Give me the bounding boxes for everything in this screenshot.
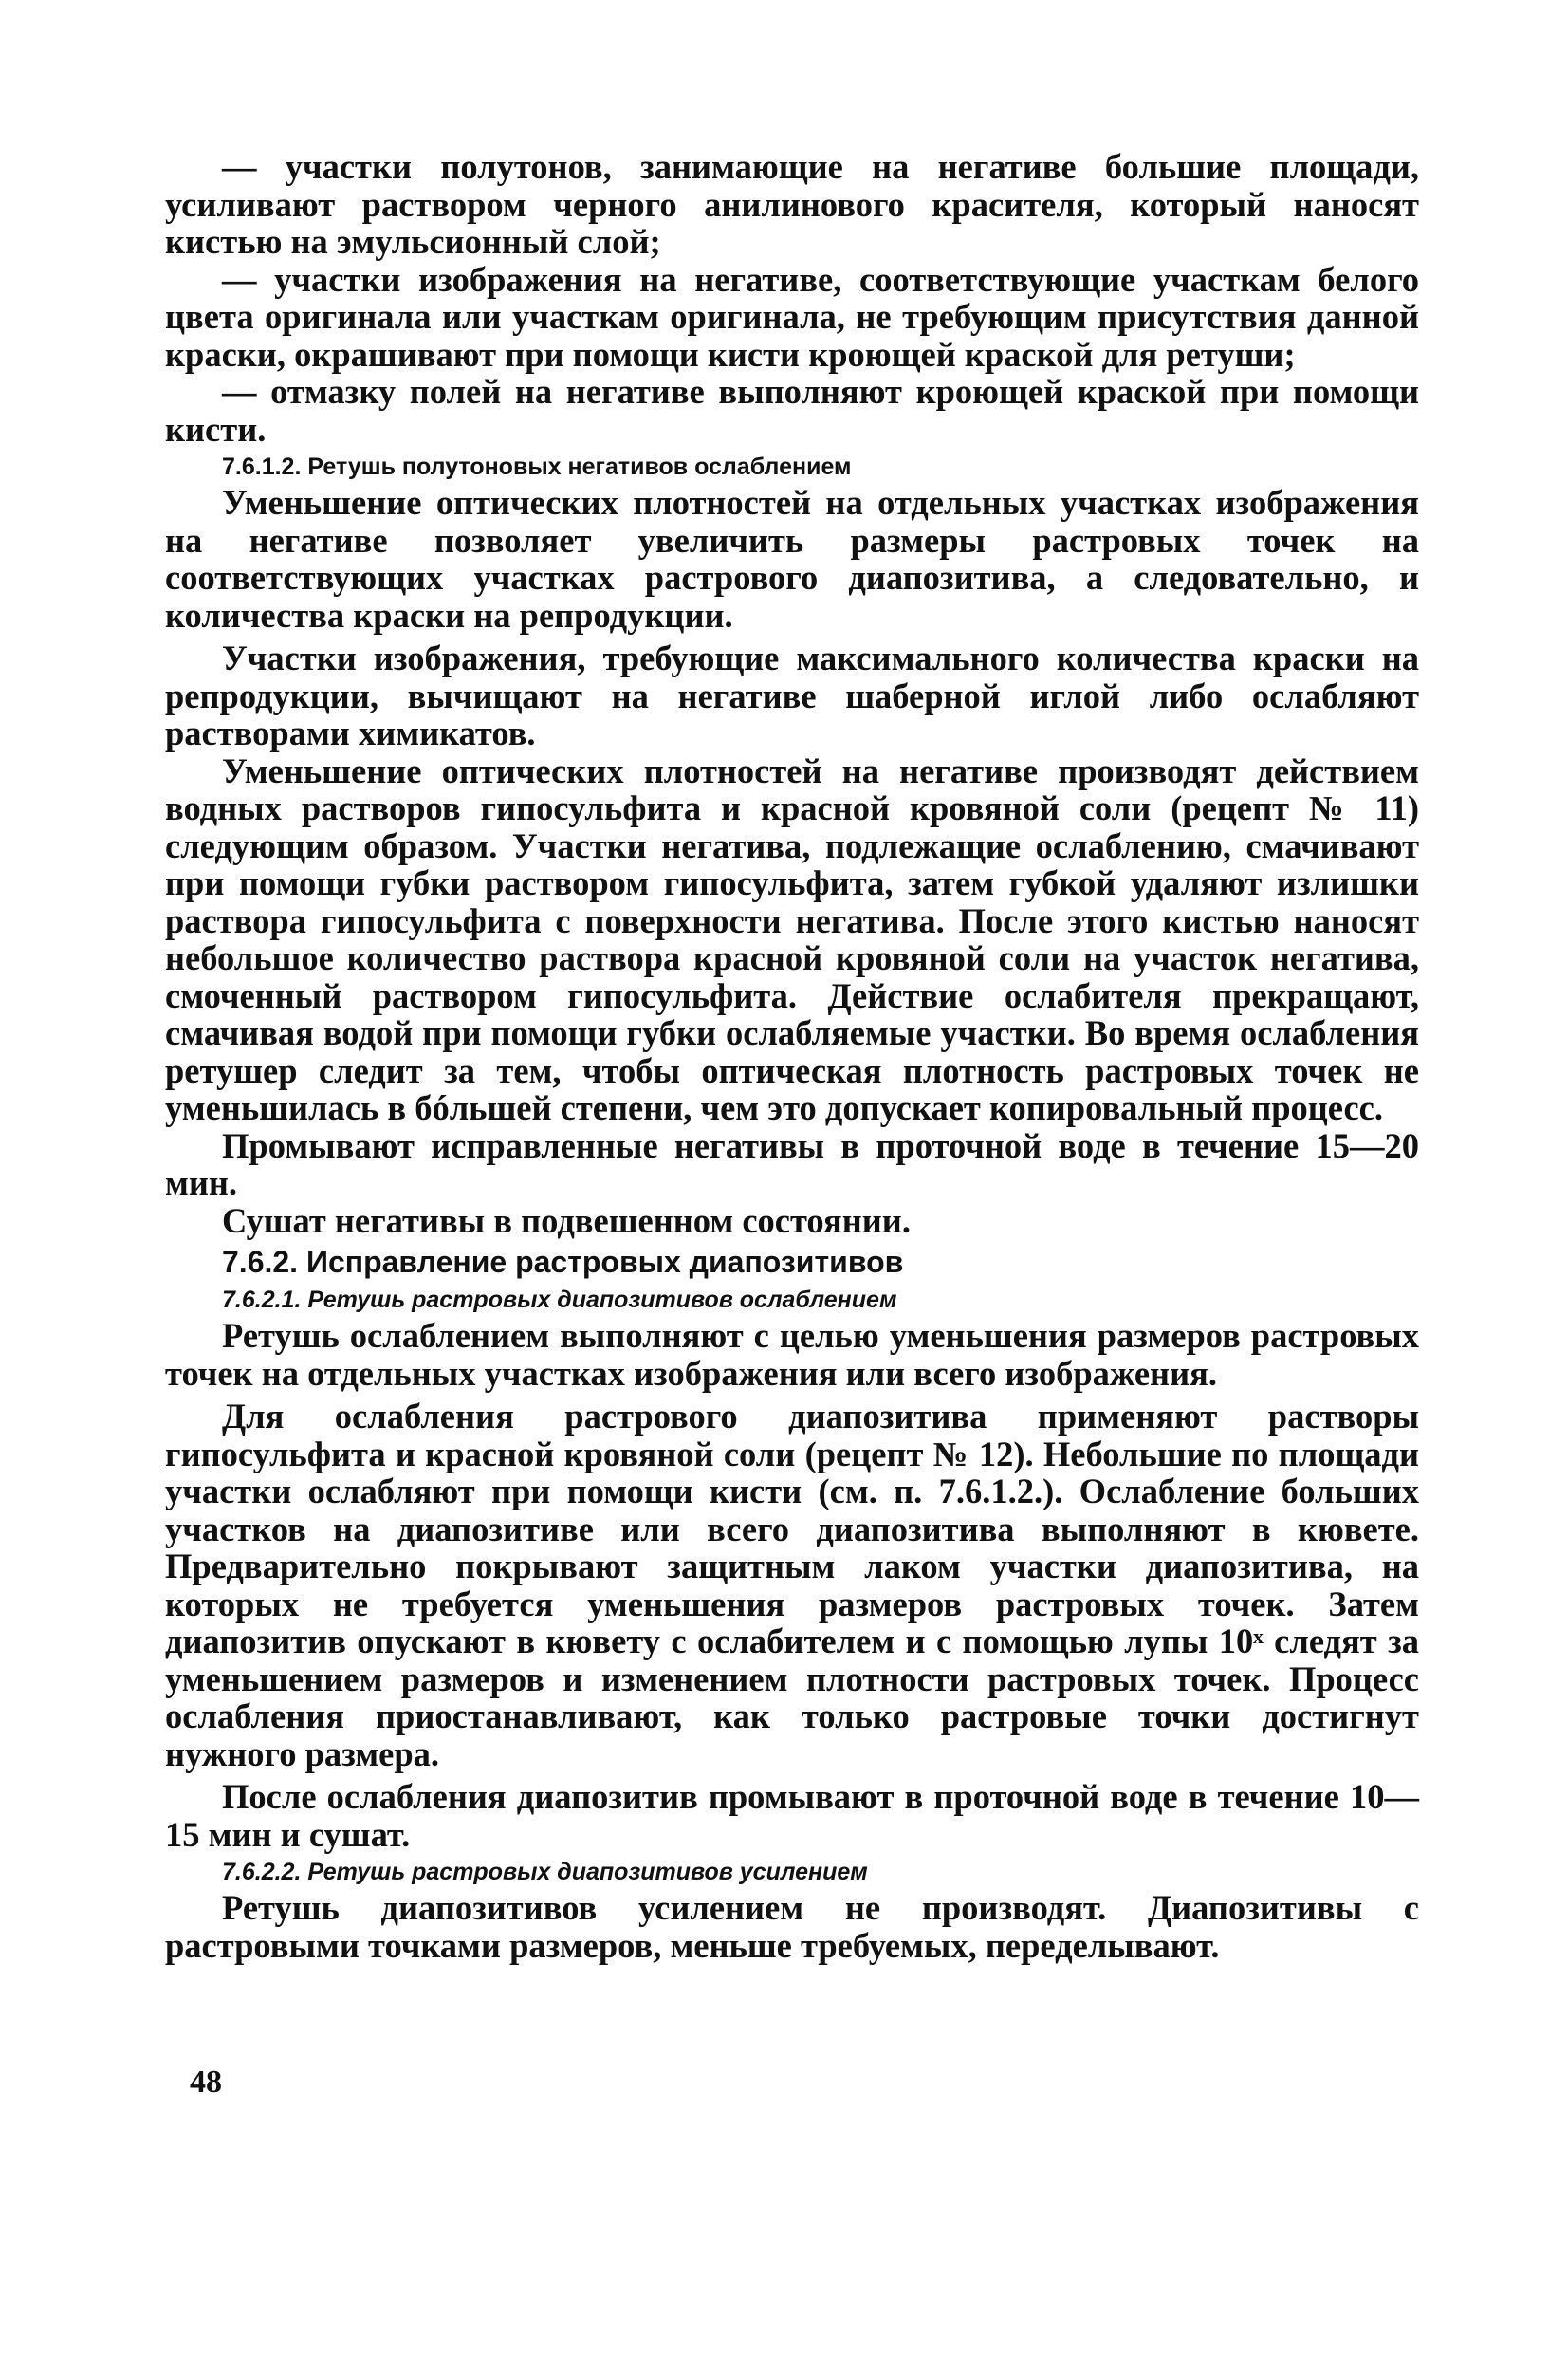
section-heading-7622: 7.6.2.2. Ретушь растровых диапозитивов усилением bbox=[222, 1859, 868, 1885]
paragraph-after-reduction: После ослабления диапозитив промывают в проточной воде в течение 10—15 мин и сушат. bbox=[165, 1777, 1419, 1854]
paragraph-no-intensification: Ретушь диапозитивов усилением не производят. Диапозитивы с растровыми точками размеров, меньше требуемых, переделывают. bbox=[165, 1888, 1419, 1965]
paragraph-halftone-areas: — участки полутонов, занимающие на негативе большие площади, усиливают раствором черного анилинового красителя, который наносят кистью на эмульсионный слой; bbox=[165, 147, 1419, 261]
section-heading-762: 7.6.2. Исправление растровых диапозитивов bbox=[222, 1245, 904, 1279]
paragraph-hypo-procedure: Уменьшение оптических плотностей на негативе производят действием водных растворов гипосульфита и красной кровяной соли (рецепт № 11) следующим образом. Участки негатива, подлежащие ослаблению, смачивают при помощи губки раствором гипосульфита, затем губкой удаляют излишки раствора гипосульфита с поверхности негатива. После этого кистью наносят небольшое количество раствора красной кровяной соли на участок негатива, смоченный раствором гипосульфита. Действие ослабителя прекращают, смачивая водой при помощи губки ослабляемые участки. Во время ослабления ретушер следит за тем, чтобы оптическая плотность растровых точек не уменьшилась в бóльшей степени, чем это допускает копировальный процесс. bbox=[165, 750, 1419, 1127]
paragraph-reduction-method: Для ослабления растрового диапозитива применяют растворы гипосульфита и красной кровяной соли (рецепт № 12). Небольшие по площади участки ослабляют при помощи кисти (см. п. 7.6.1.2.). Ослабление больших участков на диапозитиве или всего диапозитива выполняют в кювете. Предварительно покрывают защитным лаком участки диапозитива, на которых не требуется уменьшения размеров растровых точек. Затем диапозитив опускают в кювету с ослабителем и с помощью лупы 10ˣ следят за уменьшением размеров и изменением плотности растровых точек. Процесс ослабления приостанавливают, как только растровые точки достигнут нужного размера. bbox=[165, 1397, 1419, 1773]
paragraph-white-areas: — участки изображения на негативе, соответствующие участкам белого цвета оригинала или участкам оригинала, не требующим присутствия данной краски, окрашивают при помощи кисти кроющей краской для ретуши; bbox=[165, 259, 1419, 374]
section-heading-7612: 7.6.1.2. Ретушь полутоновых негативов ослаблением bbox=[222, 454, 852, 480]
paragraph-max-ink-areas: Участки изображения, требующие максимального количества краски на репродукции, вычищают на негативе шаберной иглой либо ослабляют растворами химикатов. bbox=[165, 639, 1419, 752]
section-heading-7621: 7.6.2.1. Ретушь растровых диапозитивов ослаблением bbox=[222, 1287, 897, 1313]
paragraph-density-reduction: Уменьшение оптических плотностей на отдельных участках изображения на негативе позволяет увеличить размеры растровых точек на соответствующих участках растрового диапозитива, а следовательно, и количества краски на репродукции. bbox=[165, 483, 1419, 635]
paragraph-reduction-purpose: Ретушь ослаблением выполняют с целью уменьшения размеров растровых точек на отдельных участках изображения или всего изображения. bbox=[165, 1316, 1419, 1393]
page-body bbox=[165, 148, 1419, 1964]
paragraph-rinse-negatives: Промывают исправленные негативы в проточной воде в течение 15—20 мин. bbox=[165, 1125, 1419, 1202]
paragraph-margins: — отмазку полей на негативе выполняют кроющей краской при помощи кисти. bbox=[165, 372, 1419, 449]
page-number: 48 bbox=[190, 2065, 222, 2100]
paragraph-dry-negatives: Сушат негативы в подвешенном состоянии. bbox=[222, 1200, 911, 1240]
